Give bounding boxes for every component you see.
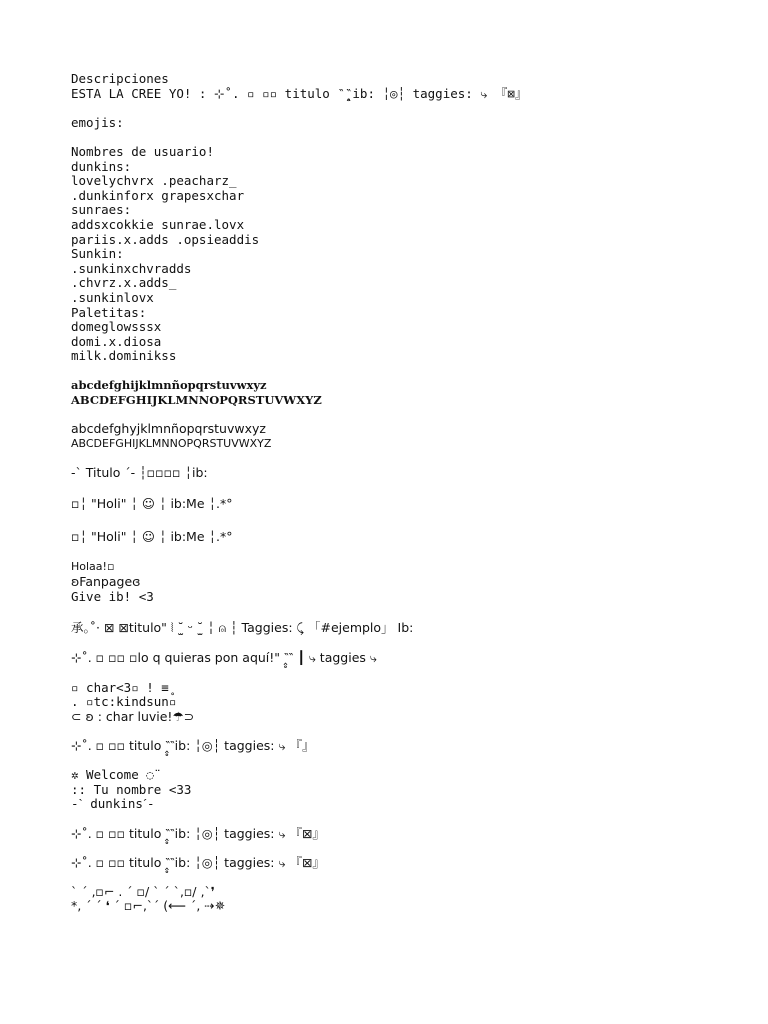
blank-line [71, 604, 751, 619]
text-line: Sunkin: [71, 246, 124, 262]
text-line: milk.dominikss [71, 348, 177, 364]
blank-line [71, 637, 751, 652]
holi-template-line: ▫╎ "Holi" ╎ ☺ ╎ ib:Me ╎.*° [71, 496, 233, 512]
text-line: ʚFanpageɞ [71, 574, 141, 589]
titulo-template-line: ⊹˚. ▫ ▫▫ titulo ‶̭̥‶ib: ╎◎┆ taggies: ⤷ 『⊠』 [71, 825, 325, 841]
document-page [71, 72, 751, 914]
blank-line [71, 724, 751, 739]
blank-line [71, 451, 751, 466]
decorative-symbol-line: *‚ ˊ ˊ ❛ ˊ ▫⌐‚ˋˊ (⟵ ˊ‚ ⇢✵ [71, 898, 226, 914]
text-line: .chvrz.x.adds_ [71, 275, 177, 291]
text-line: dunkins: [71, 158, 132, 174]
blank-line [71, 812, 751, 827]
text-line: sunraes: [71, 202, 132, 218]
blank-line [71, 546, 751, 561]
text-line: domi.x.diosa [71, 333, 162, 349]
blank-line [71, 408, 751, 423]
text-line: Holaa!▫ [71, 560, 115, 574]
holi-template-line: ▫╎ "Holi" ╎ ☺ ╎ ib:Me ╎.*° [71, 528, 233, 544]
blank-line [71, 870, 751, 885]
titulo-template-line: 承｡˚· ⊠ ⊠titulo" ⦚ ˘̫ ᵕ ˘̫ ╎ ⍝ ┆ Taggies: ⤹ 「#ejemplo」 Ib: [71, 619, 414, 635]
text-line: ⊂ ʚ : char luvie!☂⊃ [71, 708, 195, 724]
text-line: emojis: [71, 114, 124, 130]
text-line: addsxcokkie sunrae.lovx [71, 216, 245, 232]
blank-line [71, 754, 751, 769]
decorative-symbol-line: ˋ ˊ ‚▫⌐ . ˊ ▫/ ˋ ˊ ˋ‚▫/ ‚ˋ❜ [71, 883, 215, 899]
blank-line [71, 130, 751, 145]
title-template-line: -ˋ Titulo ˊ- ┆▫▫▫▫ ╎ib: [71, 465, 208, 481]
text-line: Give ib! <3 [71, 588, 154, 604]
text-line: ▫ char<3▫ ! ≡̥ [71, 679, 169, 695]
text-line: .sunkinlovx [71, 289, 154, 305]
alphabet-upper-serif: ABCDEFGHIJKLMNNOPQRSTUVWXYZ [71, 393, 322, 408]
text-line: Paletitas: [71, 304, 147, 320]
blank-line [71, 841, 751, 856]
text-line: . ▫tc:kindsun▫ [71, 694, 177, 710]
text-line: domeglowsssx [71, 319, 162, 335]
text-line: -ˋ dunkinsˊ- [71, 796, 155, 812]
text-line: .sunkinxchvradds [71, 260, 192, 276]
titulo-template-line: ⊹˚. ▫ ▫▫ titulo ‶̭̥‶ib: ╎◎┆ taggies: ⤷ 『』 [71, 737, 315, 753]
titulo-template-line: ⊹˚. ▫ ▫▫ titulo ‶̭̥‶ib: ╎◎┆ taggies: ⤷ 『⊠』 [71, 854, 325, 870]
blank-line [71, 666, 751, 681]
quieras-template-line: ⊹˚. ▫ ▫▫ ▫lo q quieras pon aquí!" ‶̭̥‶ ┃ ⤷ taggies ⤷ [71, 650, 377, 666]
text-line: pariis.x.adds .opsieaddis [71, 231, 260, 247]
text-line: ESTA LA CREE YO! : ⊹˚. ▫ ▫▫ titulo ‶̭̥‶ib: ╎◎┆ taggies: ⤷ 『⊠』 [71, 85, 528, 101]
alphabet-lower-serif: abcdefghijklmnñopqrstuvwxyz [71, 378, 267, 393]
blank-line [71, 481, 751, 496]
alphabet-upper-sans: ABCDEFGHIJKLMNNOPQRSTUVWXYZ [71, 436, 272, 450]
text-line: Nombres de usuario! [71, 143, 214, 159]
text-line: :: Tu nombre <33 [71, 781, 192, 797]
blank-line [71, 364, 751, 379]
text-line: .dunkinforx grapesxchar [71, 187, 245, 203]
text-line: Descripciones [71, 71, 169, 86]
text-line: lovelychvrx .peacharz_ [71, 173, 237, 189]
blank-line [71, 101, 751, 116]
blank-line [71, 513, 751, 528]
text-line: ✲ Welcome ◌̈ [71, 767, 154, 783]
alphabet-lower-sans: abcdefghyjklmnñopqrstuvwxyz [71, 421, 266, 437]
